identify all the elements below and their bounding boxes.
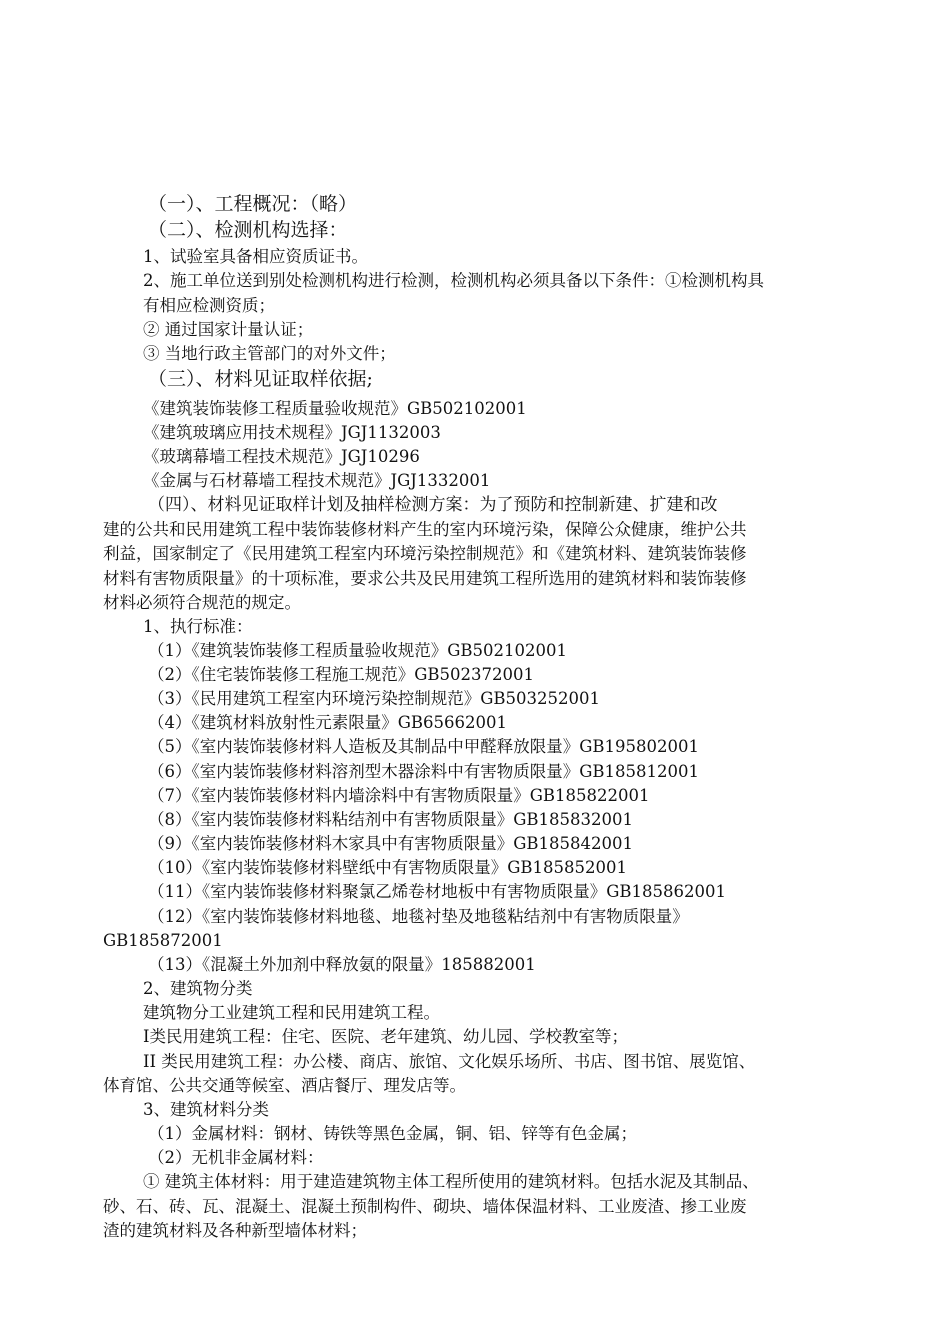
classification-line-4: 体育馆、公共交通等候室、酒店餐厅、理发店等。	[103, 1076, 466, 1095]
standard-item: （6）《室内装饰装修材料溶剂型木器涂料中有害物质限量》GB185812001	[148, 762, 700, 781]
materials-heading: 3、建筑材料分类	[143, 1100, 269, 1119]
classification-line-2: Ⅰ类民用建筑工程：住宅、医院、老年建筑、幼儿园、学校教室等；	[143, 1027, 629, 1046]
reference-item: 《建筑装饰装修工程质量验收规范》GB502102001	[143, 399, 527, 418]
section-4-line-3: 利益，国家制定了《民用建筑工程室内环境污染控制规范》和《建筑材料、建筑装饰装修	[103, 544, 747, 563]
standard-item: （1）《建筑装饰装修工程质量验收规范》GB502102001	[148, 641, 568, 660]
standard-item: （12）《室内装饰装修材料地毯、地毯衬垫及地毯粘结剂中有害物质限量》	[148, 907, 689, 926]
section-2-item-2-line-2: 有相应检测资质；	[143, 296, 275, 315]
standard-item: （11）《室内装饰装修材料聚氯乙烯卷材地板中有害物质限量》GB185862001	[148, 882, 727, 901]
materials-line-1: （1）金属材料：钢材、铸铁等黑色金属，铜、铝、锌等有色金属；	[148, 1124, 637, 1143]
section-2-item-4: ③ 当地行政主管部门的对外文件；	[143, 344, 396, 363]
classification-line-1: 建筑物分工业建筑工程和民用建筑工程。	[143, 1003, 440, 1022]
section-2-item-3: ② 通过国家计量认证；	[143, 320, 314, 339]
standard-item: （7）《室内装饰装修材料内墙涂料中有害物质限量》GB185822001	[148, 786, 650, 805]
standard-item: （5）《室内装饰装修材料人造板及其制品中甲醛释放限量》GB195802001	[148, 737, 700, 756]
standard-item: （4）《建筑材料放射性元素限量》GB65662001	[148, 713, 508, 732]
classification-line-3: II 类民用建筑工程：办公楼、商店、旅馆、文化娱乐场所、书店、图书馆、展览馆、	[143, 1052, 756, 1071]
section-2-item-1: 1、试验室具备相应资质证书。	[143, 247, 368, 266]
standard-item-continuation: GB185872001	[103, 931, 223, 950]
reference-item: 《金属与石材幕墙工程技术规范》JGJ1332001	[143, 471, 491, 490]
section-2-title: （二）、检测机构选择：	[148, 219, 348, 241]
materials-line-4: 砂、石、砖、瓦、混凝土、混凝土预制构件、砌块、墙体保温材料、工业废渣、掺工业废	[103, 1197, 747, 1216]
materials-line-5: 渣的建筑材料及各种新型墙体材料；	[103, 1221, 367, 1240]
section-2-item-2-line-1: 2、施工单位送到别处检测机构进行检测，检测机构必须具备以下条件：①检测机构具	[143, 271, 764, 290]
section-4-line-5: 材料必须符合规范的规定。	[103, 593, 301, 612]
section-4-line-4: 材料有害物质限量》的十项标准，要求公共及民用建筑工程所选用的建筑材料和装饰装修	[103, 569, 747, 588]
standard-item: （2）《住宅装饰装修工程施工规范》GB502372001	[148, 665, 535, 684]
section-1-title: （一）、工程概况：（略）	[148, 193, 358, 215]
reference-item: 《玻璃幕墙工程技术规范》JGJ10296	[143, 447, 420, 466]
section-3-title: （三）、材料见证取样依据;	[148, 368, 373, 390]
standards-heading: 1、执行标准：	[143, 617, 253, 636]
standard-item: （10）《室内装饰装修材料壁纸中有害物质限量》GB185852001	[148, 858, 628, 877]
standard-item: （8）《室内装饰装修材料粘结剂中有害物质限量》GB185832001	[148, 810, 634, 829]
materials-line-2: （2）无机非金属材料：	[148, 1148, 324, 1167]
standard-item: （9）《室内装饰装修材料木家具中有害物质限量》GB185842001	[148, 834, 634, 853]
materials-line-3: ① 建筑主体材料：用于建造建筑物主体工程所使用的建筑材料。包括水泥及其制品、	[143, 1172, 759, 1191]
reference-item: 《建筑玻璃应用技术规程》JGJ1132003	[143, 423, 441, 442]
section-4-line-2: 建的公共和民用建筑工程中装饰装修材料产生的室内环境污染，保障公众健康，维护公共	[103, 520, 747, 539]
section-4-line-1: （四）、材料见证取样计划及抽样检测方案：为了预防和控制新建、扩建和改	[148, 495, 718, 515]
standard-item: （3）《民用建筑工程室内环境污染控制规范》GB503252001	[148, 689, 601, 708]
classification-heading: 2、建筑物分类	[143, 979, 253, 998]
standard-item: （13）《混凝土外加剂中释放氨的限量》185882001	[148, 955, 536, 974]
